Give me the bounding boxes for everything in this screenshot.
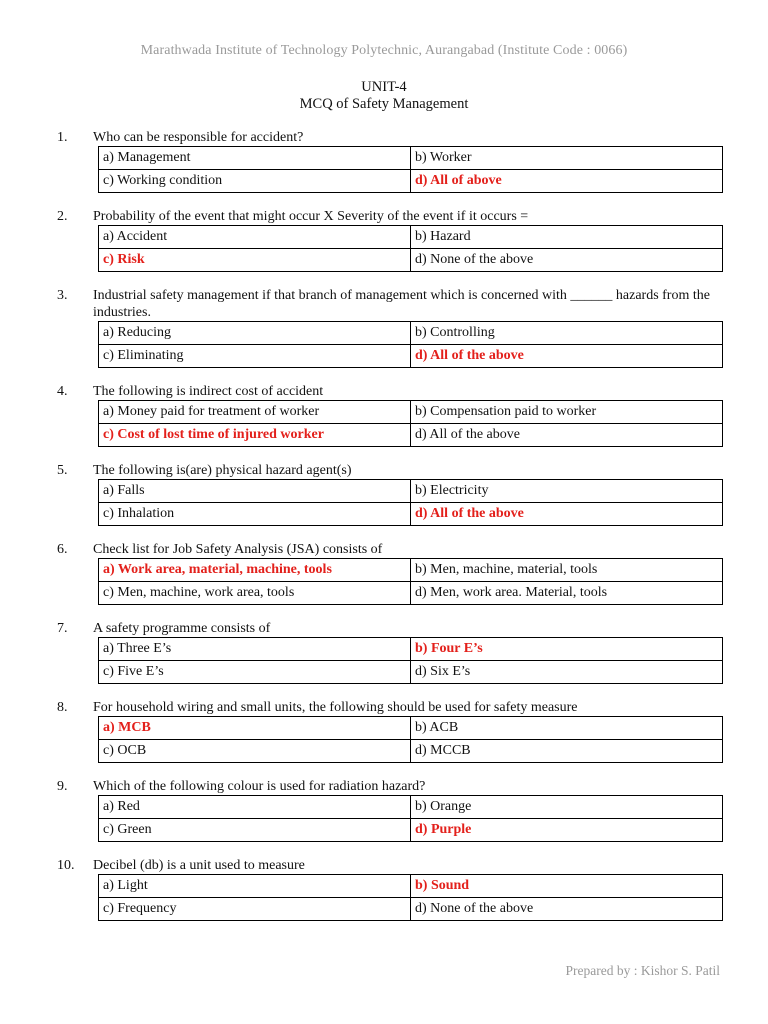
options-row xyxy=(99,401,723,424)
question-text: Check list for Job Safety Analysis (JSA) consists of xyxy=(93,542,383,557)
question-6 xyxy=(0,541,768,605)
options-table xyxy=(98,795,723,842)
option: b) Orange xyxy=(411,796,723,819)
question-5 xyxy=(0,462,768,526)
question-text: Who can be responsible for accident? xyxy=(93,130,304,145)
question-line xyxy=(0,620,768,637)
option: a) Accident xyxy=(99,226,411,249)
question-number: 9. xyxy=(57,779,68,794)
options-row xyxy=(99,582,723,605)
question-4 xyxy=(0,383,768,447)
option-correct-answer: c) Risk xyxy=(99,249,411,272)
option-correct-answer: c) Cost of lost time of injured worker xyxy=(99,424,411,447)
question-7 xyxy=(0,620,768,684)
option: c) Five E’s xyxy=(99,661,411,684)
option: b) Electricity xyxy=(411,480,723,503)
question-9 xyxy=(0,778,768,842)
question-1 xyxy=(0,129,768,193)
options-row xyxy=(99,480,723,503)
options-row xyxy=(99,424,723,447)
question-text: The following is indirect cost of accident xyxy=(93,384,324,399)
question-text: Decibel (db) is a unit used to measure xyxy=(93,858,305,873)
question-number: 7. xyxy=(57,621,68,636)
option: d) MCCB xyxy=(411,740,723,763)
question-number: 5. xyxy=(57,463,68,478)
question-number: 2. xyxy=(57,209,68,224)
options-row xyxy=(99,898,723,921)
options-row xyxy=(99,740,723,763)
option: d) Men, work area. Material, tools xyxy=(411,582,723,605)
options-table xyxy=(98,637,723,684)
option: b) ACB xyxy=(411,717,723,740)
option-correct-answer: d) Purple xyxy=(411,819,723,842)
option: c) Eliminating xyxy=(99,345,411,368)
options-row xyxy=(99,345,723,368)
option: d) None of the above xyxy=(411,249,723,272)
question-number: 10. xyxy=(57,858,75,873)
question-list xyxy=(0,129,768,936)
option: a) Light xyxy=(99,875,411,898)
question-number: 6. xyxy=(57,542,68,557)
options-table xyxy=(98,225,723,272)
option: b) Worker xyxy=(411,147,723,170)
question-10 xyxy=(0,857,768,921)
option: b) Controlling xyxy=(411,322,723,345)
option: a) Three E’s xyxy=(99,638,411,661)
option: c) Green xyxy=(99,819,411,842)
option: b) Compensation paid to worker xyxy=(411,401,723,424)
option: c) OCB xyxy=(99,740,411,763)
prepared-by: Prepared by : Kishor S. Patil xyxy=(565,963,720,978)
option: b) Hazard xyxy=(411,226,723,249)
page-header: Marathwada Institute of Technology Polytechnic, Aurangabad (Institute Code : 0066) xyxy=(140,43,628,58)
question-text: Which of the following colour is used for radiation hazard? xyxy=(93,779,426,794)
options-table xyxy=(98,874,723,921)
option-correct-answer: a) MCB xyxy=(99,717,411,740)
question-line xyxy=(0,462,768,479)
option: a) Reducing xyxy=(99,322,411,345)
question-line xyxy=(0,129,768,146)
options-row xyxy=(99,170,723,193)
question-number: 3. xyxy=(57,288,68,303)
question-2 xyxy=(0,208,768,272)
question-text: For household wiring and small units, the following should be used for safety measure xyxy=(93,700,578,715)
options-table xyxy=(98,146,723,193)
question-line xyxy=(0,778,768,795)
option: a) Management xyxy=(99,147,411,170)
options-row xyxy=(99,226,723,249)
options-row xyxy=(99,875,723,898)
options-row xyxy=(99,559,723,582)
option-correct-answer: a) Work area, material, machine, tools xyxy=(99,559,411,582)
question-3 xyxy=(0,287,768,368)
option: a) Red xyxy=(99,796,411,819)
document-subtitle: MCQ of Safety Management xyxy=(299,96,469,112)
options-row xyxy=(99,638,723,661)
options-table xyxy=(98,321,723,368)
option-correct-answer: d) All of above xyxy=(411,170,723,193)
question-number: 1. xyxy=(57,130,68,145)
options-row xyxy=(99,322,723,345)
option-correct-answer: b) Sound xyxy=(411,875,723,898)
question-line xyxy=(0,857,768,874)
options-row xyxy=(99,819,723,842)
options-table xyxy=(98,479,723,526)
question-line xyxy=(0,287,768,321)
question-text: A safety programme consists of xyxy=(93,621,271,636)
option-correct-answer: b) Four E’s xyxy=(411,638,723,661)
options-row xyxy=(99,249,723,272)
question-line xyxy=(0,699,768,716)
options-row xyxy=(99,796,723,819)
question-text: Industrial safety management if that branch of management which is concerned with ______ hazards from the industries. xyxy=(93,288,710,320)
question-number: 8. xyxy=(57,700,68,715)
option: d) None of the above xyxy=(411,898,723,921)
option: c) Working condition xyxy=(99,170,411,193)
option: c) Frequency xyxy=(99,898,411,921)
option: b) Men, machine, material, tools xyxy=(411,559,723,582)
option: a) Falls xyxy=(99,480,411,503)
option: c) Inhalation xyxy=(99,503,411,526)
unit-title: UNIT-4 xyxy=(361,79,407,95)
title-block xyxy=(0,79,768,113)
question-8 xyxy=(0,699,768,763)
question-line xyxy=(0,208,768,225)
question-text: The following is(are) physical hazard agent(s) xyxy=(93,463,352,478)
question-text: Probability of the event that might occur X Severity of the event if it occurs = xyxy=(93,209,529,224)
options-table xyxy=(98,558,723,605)
options-row xyxy=(99,717,723,740)
option: a) Money paid for treatment of worker xyxy=(99,401,411,424)
question-line xyxy=(0,383,768,400)
options-row xyxy=(99,147,723,170)
options-row xyxy=(99,503,723,526)
option-correct-answer: d) All of the above xyxy=(411,503,723,526)
option: d) Six E’s xyxy=(411,661,723,684)
options-table xyxy=(98,400,723,447)
question-number: 4. xyxy=(57,384,68,399)
options-table xyxy=(98,716,723,763)
option: c) Men, machine, work area, tools xyxy=(99,582,411,605)
options-row xyxy=(99,661,723,684)
option-correct-answer: d) All of the above xyxy=(411,345,723,368)
option: d) All of the above xyxy=(411,424,723,447)
question-line xyxy=(0,541,768,558)
